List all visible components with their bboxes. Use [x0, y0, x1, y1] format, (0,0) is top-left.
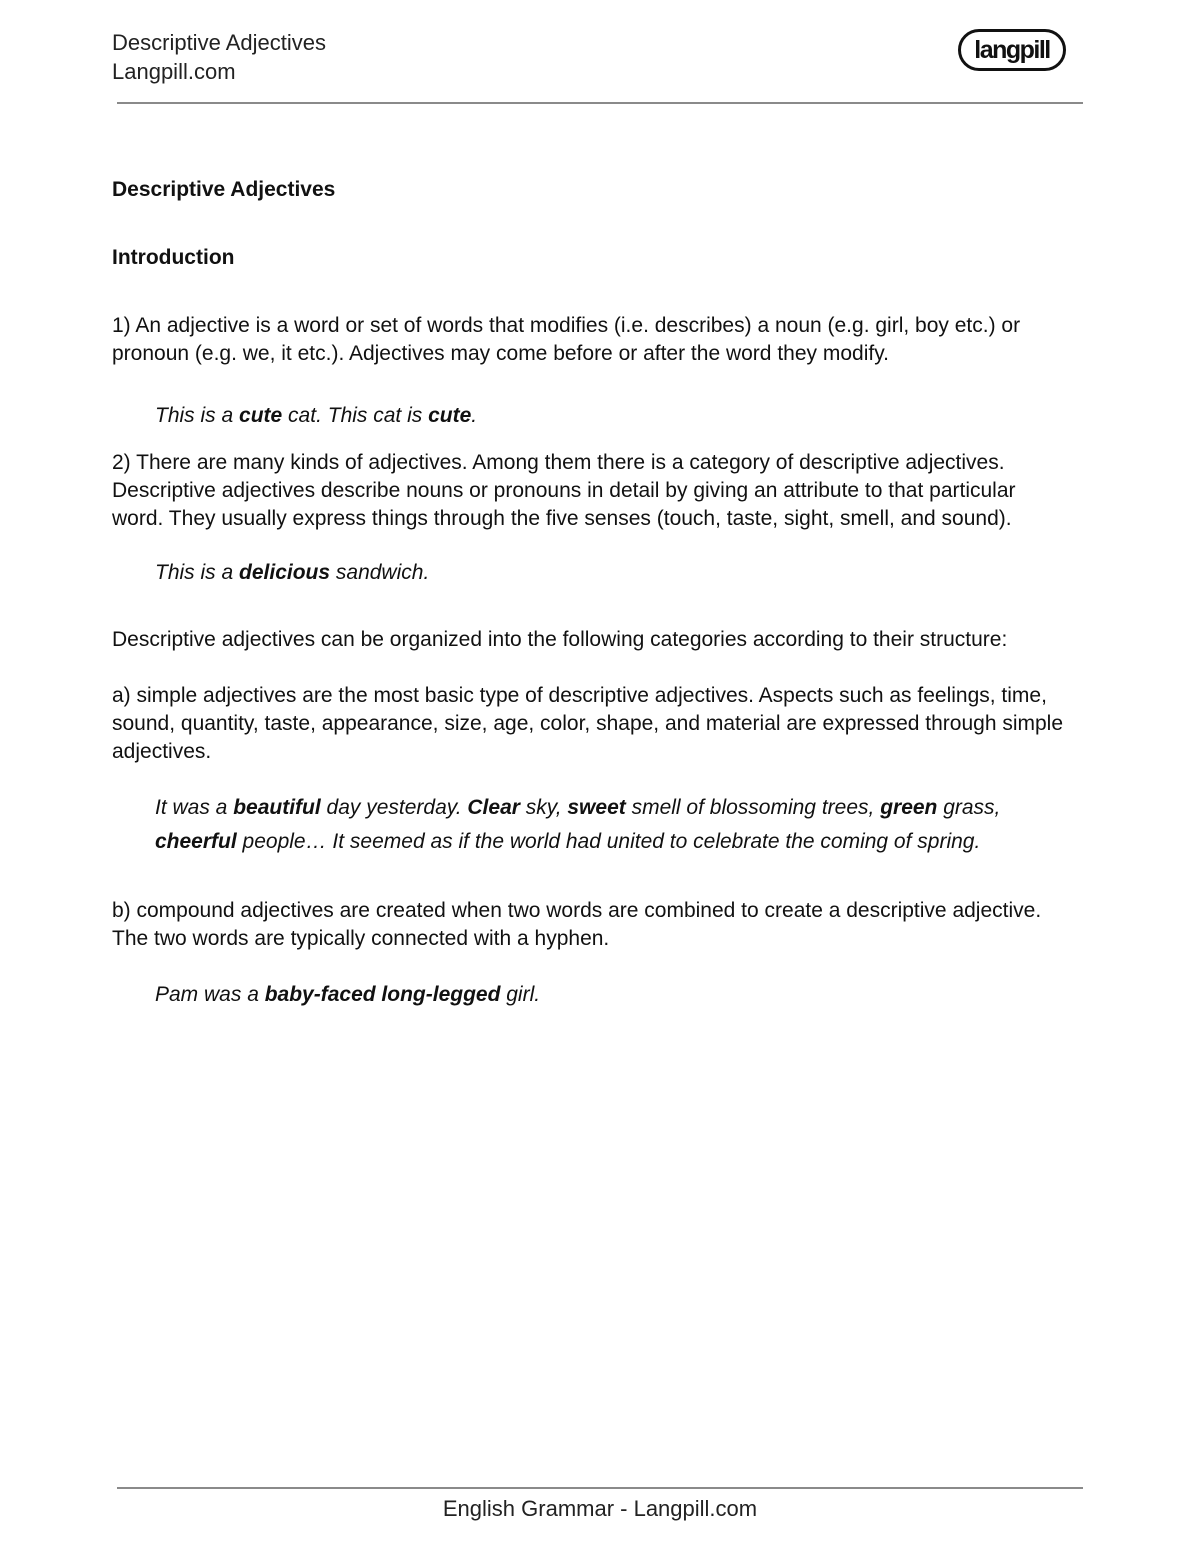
example-2: This is a delicious sandwich.: [155, 561, 430, 584]
header-site: Langpill.com: [112, 59, 236, 84]
header-text: [112, 28, 326, 86]
document-body: [112, 176, 1072, 1009]
header-divider: [117, 102, 1083, 104]
header-title: Descriptive Adjectives: [112, 30, 326, 55]
paragraph-1: 1) An adjective is a word or set of words that modifies (i.e. describes) a noun (e.g. girl, boy etc.) or pronoun (e.g. we, it etc.). Adjectives may come before or after the word they modify.: [112, 314, 1021, 365]
paragraph-4: a) simple adjectives are the most basic type of descriptive adjectives. Aspects such as feelings, time, sound, quantity, taste, appearance, size, age, color, shape, and material are expressed through simple adjectives.: [112, 684, 1064, 763]
paragraph-3: Descriptive adjectives can be organized into the following categories according to their structure:: [112, 628, 1008, 651]
example-1: This is a cute cat. This cat is cute.: [155, 404, 478, 427]
footer-text: English Grammar - Langpill.com: [442, 1496, 758, 1521]
langpill-logo: langpill: [958, 29, 1066, 71]
footer-divider: [117, 1487, 1083, 1489]
example-3: It was a beautiful day yesterday. Clear sky, sweet smell of blossoming trees, green grass, cheerful people… It seemed as if the world had united to celebrate the coming of spring.: [155, 796, 1001, 853]
example-4: Pam was a baby-faced long-legged girl.: [155, 983, 541, 1006]
intro-heading: Introduction: [112, 246, 235, 269]
paragraph-5: b) compound adjectives are created when two words are combined to create a descriptive adjective. The two words are typically connected with a hyphen.: [112, 899, 1042, 950]
document-title: Descriptive Adjectives: [112, 178, 336, 201]
paragraph-2: 2) There are many kinds of adjectives. Among them there is a category of descriptive adjectives. Descriptive adjectives describe nouns or pronouns in detail by giving an attribute to that particular word. They usually express things through the five senses (touch, taste, sight, smell, and sound).: [112, 451, 1016, 530]
